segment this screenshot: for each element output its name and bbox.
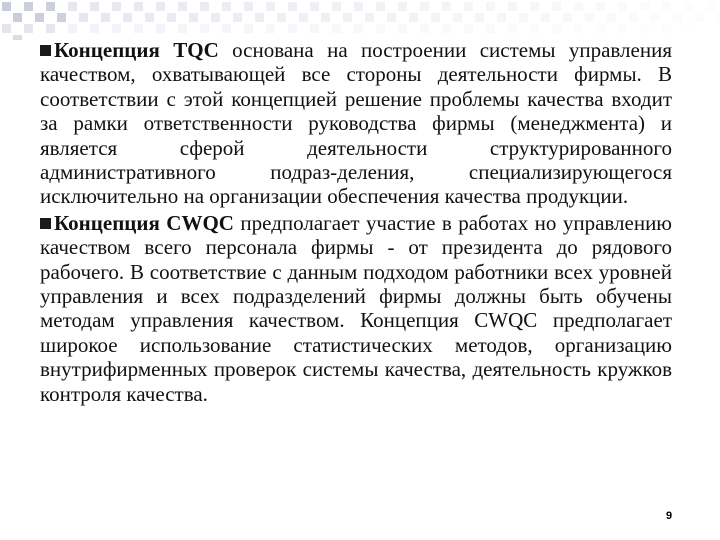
square-bullet-icon bbox=[40, 218, 51, 229]
corner-square bbox=[288, 2, 297, 11]
corner-square bbox=[464, 24, 473, 33]
corner-square bbox=[321, 13, 330, 22]
corner-square bbox=[695, 13, 704, 22]
corner-square bbox=[90, 24, 99, 33]
corner-square bbox=[662, 24, 671, 33]
corner-square bbox=[244, 2, 253, 11]
corner-square bbox=[343, 13, 352, 22]
corner-square bbox=[2, 2, 11, 11]
paragraph-tqc bbox=[40, 38, 672, 209]
corner-square bbox=[651, 13, 660, 22]
corner-square bbox=[222, 24, 231, 33]
corner-square bbox=[13, 13, 22, 22]
corner-square bbox=[46, 24, 55, 33]
corner-square bbox=[596, 2, 605, 11]
corner-square bbox=[607, 13, 616, 22]
corner-square bbox=[79, 13, 88, 22]
corner-square bbox=[376, 24, 385, 33]
corner-square bbox=[24, 24, 33, 33]
corner-square bbox=[266, 24, 275, 33]
corner-square bbox=[244, 24, 253, 33]
corner-square bbox=[574, 2, 583, 11]
corner-square bbox=[387, 13, 396, 22]
corner-square bbox=[398, 24, 407, 33]
corner-square bbox=[464, 2, 473, 11]
corner-square bbox=[46, 2, 55, 11]
corner-square bbox=[266, 2, 275, 11]
corner-square bbox=[200, 24, 209, 33]
corner-square bbox=[618, 24, 627, 33]
corner-square bbox=[354, 24, 363, 33]
corner-square bbox=[552, 24, 561, 33]
corner-square bbox=[332, 2, 341, 11]
corner-square bbox=[90, 2, 99, 11]
corner-square bbox=[585, 13, 594, 22]
corner-square bbox=[442, 2, 451, 11]
corner-square bbox=[123, 13, 132, 22]
corner-square bbox=[277, 13, 286, 22]
corner-square bbox=[442, 24, 451, 33]
corner-square bbox=[519, 13, 528, 22]
corner-square bbox=[486, 2, 495, 11]
corner-square bbox=[640, 24, 649, 33]
corner-square bbox=[68, 24, 77, 33]
corner-square bbox=[156, 2, 165, 11]
corner-square bbox=[618, 2, 627, 11]
checkered-squares-decoration bbox=[0, 0, 720, 40]
corner-square bbox=[376, 2, 385, 11]
corner-square bbox=[156, 24, 165, 33]
corner-square bbox=[200, 2, 209, 11]
term-cwqc: Концепция CWQC bbox=[54, 210, 234, 235]
corner-square bbox=[178, 2, 187, 11]
corner-square bbox=[420, 24, 429, 33]
corner-square bbox=[101, 13, 110, 22]
square-bullet-icon bbox=[40, 45, 51, 56]
corner-square bbox=[563, 13, 572, 22]
corner-square bbox=[310, 24, 319, 33]
corner-square bbox=[134, 24, 143, 33]
corner-square bbox=[112, 2, 121, 11]
corner-square bbox=[35, 13, 44, 22]
corner-square bbox=[508, 2, 517, 11]
corner-square bbox=[552, 2, 561, 11]
corner-square bbox=[453, 13, 462, 22]
corner-square bbox=[475, 13, 484, 22]
corner-square bbox=[112, 24, 121, 33]
corner-square bbox=[673, 13, 682, 22]
corner-square bbox=[684, 24, 693, 33]
corner-square bbox=[2, 24, 11, 33]
corner-square bbox=[530, 2, 539, 11]
corner-square bbox=[233, 13, 242, 22]
corner-square bbox=[541, 13, 550, 22]
corner-square bbox=[332, 24, 341, 33]
corner-square bbox=[596, 24, 605, 33]
corner-square bbox=[134, 2, 143, 11]
corner-square bbox=[409, 13, 418, 22]
corner-square bbox=[310, 2, 319, 11]
corner-square bbox=[354, 2, 363, 11]
corner-square bbox=[189, 13, 198, 22]
corner-square bbox=[629, 13, 638, 22]
paragraph-text: основана на построении системы управления качеством, охватывающей все стороны деятельности фирмы. В соответствии с этой концепцией решение проблемы качества входит за рамки ответственности руководства фирмы (менеджмента) и является сферой деятельности структурированного административного подраз-деления, специализирующегося исключительно на организации обеспечения качества продукции. bbox=[40, 38, 672, 209]
corner-square bbox=[365, 13, 374, 22]
slide-body bbox=[40, 38, 672, 406]
corner-square bbox=[398, 2, 407, 11]
corner-square bbox=[662, 2, 671, 11]
corner-square bbox=[13, 35, 22, 40]
corner-square bbox=[497, 13, 506, 22]
corner-square bbox=[574, 24, 583, 33]
corner-square bbox=[431, 13, 440, 22]
corner-square bbox=[178, 24, 187, 33]
corner-square bbox=[684, 2, 693, 11]
decorative-corner-pattern bbox=[0, 0, 720, 40]
corner-square bbox=[299, 13, 308, 22]
corner-square bbox=[255, 13, 264, 22]
term-tqc: Концепция TQC bbox=[54, 38, 219, 62]
corner-square bbox=[508, 24, 517, 33]
corner-square bbox=[24, 2, 33, 11]
corner-square bbox=[530, 24, 539, 33]
corner-square bbox=[222, 2, 231, 11]
corner-square bbox=[706, 2, 715, 11]
corner-square bbox=[288, 24, 297, 33]
paragraph-cwqc bbox=[40, 211, 672, 406]
corner-square bbox=[145, 13, 154, 22]
corner-square bbox=[640, 2, 649, 11]
corner-square bbox=[486, 24, 495, 33]
corner-square bbox=[211, 13, 220, 22]
page-number: 9 bbox=[666, 510, 673, 522]
corner-square bbox=[167, 13, 176, 22]
corner-square bbox=[420, 2, 429, 11]
corner-square bbox=[57, 13, 66, 22]
corner-square bbox=[68, 2, 77, 11]
paragraph-text: предполагает участие в работах но управлению качеством всего персонала фирмы - от президента до рядового рабочего. В соответствие с данным подходом работники всех уровней управления и всех подразделений фирмы должны быть обучены методам управления качеством. Концепция CWQC предполагает широкое использование статистических методов, организацию внутрифирменных проверок системы качества, деятельность кружков контроля качества. bbox=[40, 210, 672, 406]
